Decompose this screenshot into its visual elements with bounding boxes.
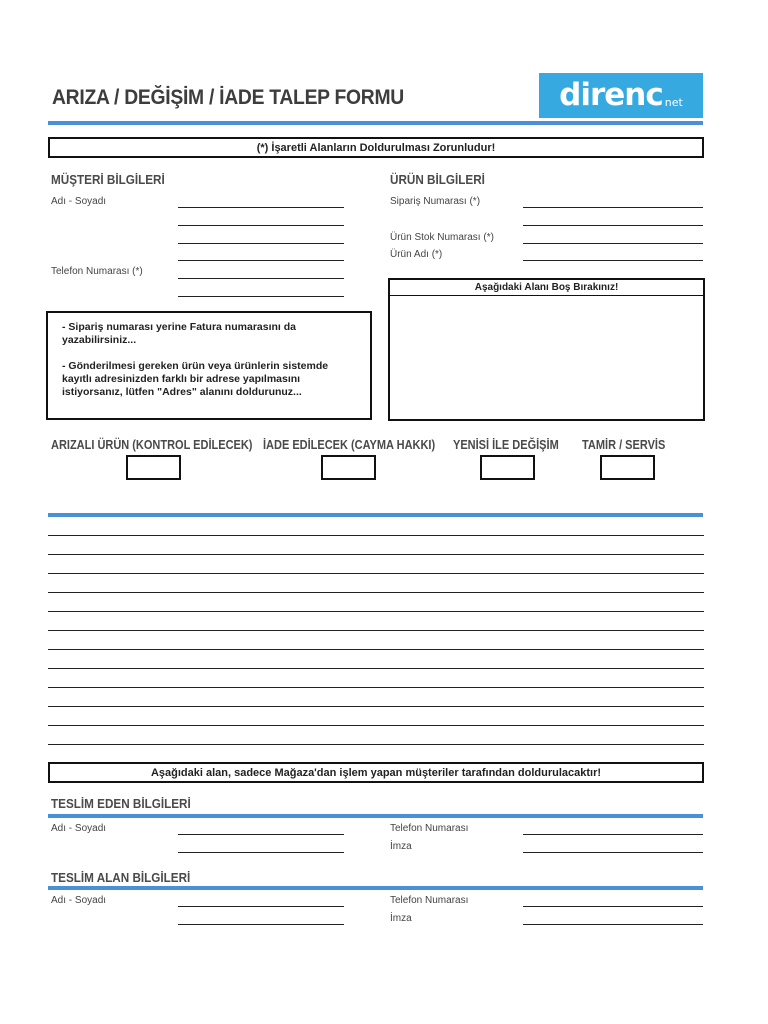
- received-by-phone-label: Telefon Numarası: [390, 895, 469, 906]
- description-line[interactable]: [48, 706, 704, 707]
- option-exchange-label: YENİSİ İLE DEĞİŞİM: [453, 438, 559, 452]
- customer-phone-label: Telefon Numarası (*): [51, 266, 143, 277]
- stock-number-field[interactable]: [523, 243, 703, 244]
- option-repair-checkbox[interactable]: [600, 455, 655, 480]
- option-exchange-checkbox[interactable]: [480, 455, 535, 480]
- delivered-by-name-field[interactable]: [178, 834, 344, 835]
- customer-name-label: Adı - Soyadı: [51, 196, 107, 207]
- description-line[interactable]: [48, 592, 704, 593]
- header-divider: [48, 121, 703, 125]
- delivered-by-phone-label: Telefon Numarası: [390, 823, 469, 834]
- description-line[interactable]: [48, 744, 704, 745]
- customer-name-field[interactable]: [178, 207, 344, 208]
- info-note-invoice: - Sipariş numarası yerine Fatura numarasını da yazabilirsiniz...: [62, 321, 296, 346]
- order-number-label: Sipariş Numarası (*): [390, 196, 481, 207]
- customer-extra-field[interactable]: [178, 296, 344, 297]
- description-divider: [48, 513, 703, 517]
- description-line[interactable]: [48, 649, 704, 650]
- product-info-heading: ÜRÜN BİLGİLERİ: [390, 172, 485, 187]
- office-use-area: [388, 278, 705, 421]
- order-number-field[interactable]: [523, 207, 703, 208]
- store-only-notice: Aşağıdaki alan, sadece Mağaza'dan işlem yapan müşteriler tarafından doldurulacaktır!: [48, 762, 704, 783]
- customer-address-field-2[interactable]: [178, 243, 344, 244]
- customer-address-field-3[interactable]: [178, 260, 344, 261]
- customer-info-heading: MÜŞTERİ BİLGİLERİ: [51, 172, 165, 187]
- received-by-phone-field[interactable]: [523, 906, 703, 907]
- stock-number-label: Ürün Stok Numarası (*): [390, 232, 494, 243]
- delivered-by-signature-field[interactable]: [523, 852, 703, 853]
- description-line[interactable]: [48, 668, 704, 669]
- logo-word: direnc: [559, 77, 663, 113]
- received-by-signature-field[interactable]: [523, 924, 703, 925]
- brand-logo: [539, 73, 703, 118]
- description-line[interactable]: [48, 535, 704, 536]
- received-by-name-field[interactable]: [178, 906, 344, 907]
- office-use-caption: Aşağıdaki Alanı Boş Bırakınız!: [390, 280, 703, 296]
- description-line[interactable]: [48, 725, 704, 726]
- customer-phone-field[interactable]: [178, 278, 344, 279]
- description-line[interactable]: [48, 573, 704, 574]
- description-line[interactable]: [48, 630, 704, 631]
- product-name-field[interactable]: [523, 260, 703, 261]
- page-title: ARIZA / DEĞİŞİM / İADE TALEP FORMU: [52, 86, 404, 109]
- customer-address-field-1[interactable]: [178, 225, 344, 226]
- info-notes-box: [46, 311, 372, 420]
- description-line[interactable]: [48, 554, 704, 555]
- option-repair-label: TAMİR / SERVİS: [582, 438, 666, 452]
- received-by-heading: TESLİM ALAN BİLGİLERİ: [51, 870, 191, 885]
- delivered-by-signature-label: İmza: [390, 841, 412, 852]
- delivered-by-divider: [48, 814, 703, 818]
- description-line[interactable]: [48, 611, 704, 612]
- option-return-checkbox[interactable]: [321, 455, 376, 480]
- option-return-label: İADE EDİLECEK (CAYMA HAKKI): [263, 438, 436, 452]
- description-line[interactable]: [48, 687, 704, 688]
- received-by-name-extra-field[interactable]: [178, 924, 344, 925]
- product-name-label: Ürün Adı (*): [390, 249, 443, 260]
- required-fields-notice: (*) İşaretli Alanların Doldurulması Zorunludur!: [48, 137, 704, 158]
- delivered-by-phone-field[interactable]: [523, 834, 703, 835]
- order-number-extra-field[interactable]: [523, 225, 703, 226]
- delivered-by-name-extra-field[interactable]: [178, 852, 344, 853]
- received-by-divider: [48, 886, 703, 890]
- received-by-name-label: Adı - Soyadı: [51, 895, 107, 906]
- delivered-by-heading: TESLİM EDEN BİLGİLERİ: [51, 796, 191, 811]
- received-by-signature-label: İmza: [390, 913, 412, 924]
- option-faulty-checkbox[interactable]: [126, 455, 181, 480]
- logo-suffix: net: [664, 96, 683, 109]
- delivered-by-name-label: Adı - Soyadı: [51, 823, 107, 834]
- info-note-address: - Gönderilmesi gereken ürün veya ürünlerin sistemde kayıtlı adresinizden farklı bir adrese yapılmasını istiyorsanız, lütfen "Adres" alanını doldurunuz...: [62, 360, 329, 398]
- option-faulty-label: ARIZALI ÜRÜN (KONTROL EDİLECEK): [51, 438, 253, 452]
